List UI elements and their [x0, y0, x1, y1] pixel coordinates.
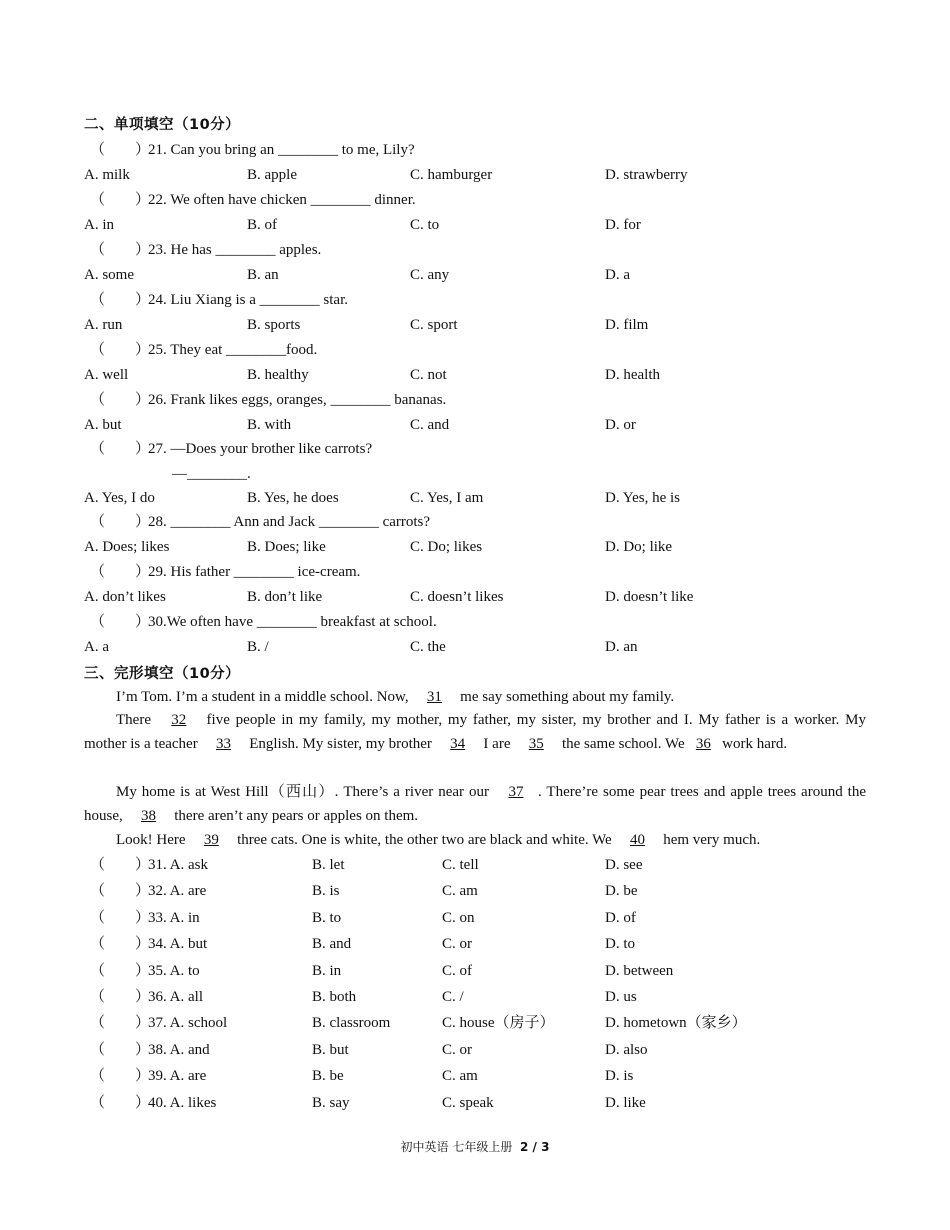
question-stem: 27. —Does your brother like carrots?: [148, 441, 373, 457]
section-title-single-choice: 二、单项填空（10分）: [84, 117, 241, 133]
cloze-question-40: [84, 1092, 884, 1114]
option-b: B. and: [312, 936, 352, 952]
option-d: D. Do; like: [605, 539, 673, 555]
cloze-blank-40: 40: [629, 832, 645, 848]
option-b: B. to: [312, 910, 342, 926]
option-b: B. don’t like: [247, 589, 323, 605]
option-d: D. a: [605, 267, 630, 283]
option-c: C. speak: [442, 1095, 494, 1111]
question-27-reply: [84, 463, 884, 485]
option-c: C. /: [442, 989, 464, 1005]
page-footer: [0, 1138, 950, 1155]
cloze-blank-38: 38: [141, 808, 156, 824]
answer-blank[interactable]: （ ）: [90, 514, 151, 530]
option-b: B. sports: [247, 317, 301, 333]
footer-label: 初中英语 七年级上册: [400, 1140, 513, 1154]
question-23: [84, 239, 884, 261]
answer-blank[interactable]: （ ）: [90, 564, 151, 580]
option-d: D. Yes, he is: [605, 490, 681, 506]
option-a: A. well: [84, 367, 129, 383]
option-d: D. for: [605, 217, 641, 233]
option-c: C. sport: [410, 317, 458, 333]
option-c: C. hamburger: [410, 167, 493, 183]
option-c: C. and: [410, 417, 450, 433]
page-number: 2 / 3: [520, 1140, 550, 1154]
question-stem: 23. He has ________ apples.: [148, 242, 322, 258]
question-stem: 25. They eat ________food.: [148, 342, 318, 358]
option-b: B. classroom: [312, 1015, 391, 1031]
answer-blank[interactable]: （ ）: [90, 441, 151, 457]
option-b: B. apple: [247, 167, 297, 183]
option-c: C. or: [442, 1042, 472, 1058]
cloze-blank-31: 31: [426, 689, 442, 705]
option-b: B. be: [312, 1068, 344, 1084]
option-a: A. Yes, I do: [84, 490, 155, 506]
option-c: C. not: [410, 367, 447, 383]
cloze-blank-37: 37: [508, 784, 524, 800]
section-title-cloze: 三、完形填空（10分）: [84, 666, 241, 682]
option-b: B. let: [312, 857, 345, 873]
option-b: B. both: [312, 989, 357, 1005]
option-d: D. us: [605, 989, 637, 1005]
answer-blank[interactable]: （ ）: [90, 1095, 151, 1111]
answer-blank[interactable]: （ ）: [90, 142, 151, 158]
option-a: 40. A. likes: [148, 1095, 217, 1111]
option-d: D. be: [605, 883, 638, 899]
option-b: B. healthy: [247, 367, 309, 383]
answer-blank[interactable]: （ ）: [90, 242, 151, 258]
option-b: B. but: [312, 1042, 349, 1058]
options-23: [84, 264, 884, 286]
option-a: 38. A. and: [148, 1042, 210, 1058]
option-a: A. some: [84, 267, 134, 283]
cloze-question-35: [84, 960, 884, 982]
cloze-question-33: [84, 907, 884, 929]
option-c: C. Do; likes: [410, 539, 483, 555]
options-30: [84, 636, 884, 658]
option-b: B. of: [247, 217, 277, 233]
options-28: [84, 536, 884, 558]
cloze-blank-32: 32: [171, 712, 187, 728]
question-stem: 24. Liu Xiang is a ________ star.: [148, 292, 348, 308]
question-stem: 21. Can you bring an ________ to me, Lily?: [148, 142, 415, 158]
question-21: [84, 139, 884, 161]
answer-blank[interactable]: （ ）: [90, 936, 151, 952]
cloze-question-37: [84, 1012, 884, 1034]
question-stem: 22. We often have chicken ________ dinner.: [148, 192, 416, 208]
cloze-question-32: [84, 880, 884, 902]
answer-blank[interactable]: （ ）: [90, 1042, 151, 1058]
answer-blank[interactable]: （ ）: [90, 883, 151, 899]
options-27: [84, 487, 884, 509]
question-stem: 26. Frank likes eggs, oranges, ________ bananas.: [148, 392, 447, 408]
option-c: C. house（房子）: [442, 1015, 555, 1031]
option-d: D. is: [605, 1068, 634, 1084]
answer-blank[interactable]: （ ）: [90, 963, 151, 979]
options-26: [84, 414, 884, 436]
option-a: 37. A. school: [148, 1015, 228, 1031]
cloze-question-36: [84, 986, 884, 1008]
option-a: A. Does; likes: [84, 539, 170, 555]
option-b: B. with: [247, 417, 292, 433]
option-a: 33. A. in: [148, 910, 200, 926]
question-stem: 30.We often have ________ breakfast at school.: [148, 614, 437, 630]
answer-blank[interactable]: （ ）: [90, 1068, 151, 1084]
option-a: A. but: [84, 417, 122, 433]
option-a: 36. A. all: [148, 989, 203, 1005]
cloze-question-31: [84, 854, 884, 876]
option-a: A. milk: [84, 167, 130, 183]
answer-blank[interactable]: （ ）: [90, 910, 151, 926]
question-stem: 28. ________ Ann and Jack ________ carrots?: [148, 514, 431, 530]
option-c: C. the: [410, 639, 446, 655]
option-b: B. /: [247, 639, 269, 655]
answer-blank[interactable]: （ ）: [90, 857, 151, 873]
cloze-blank-39: 39: [203, 832, 219, 848]
option-d: D. or: [605, 417, 636, 433]
option-c: C. am: [442, 883, 478, 899]
options-29: [84, 586, 884, 608]
option-d: D. like: [605, 1095, 646, 1111]
question-25: [84, 339, 884, 361]
option-d: D. an: [605, 639, 638, 655]
option-a: A. in: [84, 217, 114, 233]
cloze-question-34: [84, 933, 884, 955]
option-b: B. is: [312, 883, 340, 899]
answer-blank[interactable]: （ ）: [90, 192, 151, 208]
question-30: [84, 611, 884, 633]
option-a: A. run: [84, 317, 123, 333]
answer-blank[interactable]: （ ）: [90, 989, 151, 1005]
option-a: A. a: [84, 639, 109, 655]
option-d: D. of: [605, 910, 636, 926]
answer-blank[interactable]: （ ）: [90, 392, 151, 408]
option-c: C. of: [442, 963, 472, 979]
cloze-blank-36: 36: [695, 736, 711, 752]
cloze-blank-33: 33: [215, 736, 231, 752]
answer-blank[interactable]: （ ）: [90, 614, 151, 630]
options-24: [84, 314, 884, 336]
option-d: D. strawberry: [605, 167, 688, 183]
option-d: D. between: [605, 963, 674, 979]
cloze-paragraph-1: I’m Tom. I’m a student in a middle school. Now, 31 me say something about my family.: [84, 685, 866, 709]
option-a: 34. A. but: [148, 936, 208, 952]
option-d: D. to: [605, 936, 635, 952]
question-stem: 29. His father ________ ice-cream.: [148, 564, 361, 580]
question-27: [84, 438, 884, 460]
answer-blank[interactable]: （ ）: [90, 1015, 151, 1031]
option-d: D. health: [605, 367, 660, 383]
option-c: C. am: [442, 1068, 478, 1084]
option-d: D. see: [605, 857, 643, 873]
option-a: 31. A. ask: [148, 857, 208, 873]
option-b: B. Does; like: [247, 539, 326, 555]
question-26: [84, 389, 884, 411]
question-22: [84, 189, 884, 211]
option-b: B. an: [247, 267, 279, 283]
option-d: D. also: [605, 1042, 648, 1058]
cloze-paragraph-3: My home is at West Hill（西山）. There’s a river near our 37 . There’re some pear trees and apple trees around the house, 38 there aren’t any pears or apples on them.: [84, 780, 866, 828]
option-b: B. in: [312, 963, 342, 979]
question-29: [84, 561, 884, 583]
option-a: 39. A. are: [148, 1068, 207, 1084]
option-a: 32. A. are: [148, 883, 207, 899]
option-c: C. Yes, I am: [410, 490, 484, 506]
answer-blank[interactable]: （ ）: [90, 292, 151, 308]
cloze-blank-35: 35: [528, 736, 544, 752]
options-25: [84, 364, 884, 386]
option-c: C. doesn’t likes: [410, 589, 504, 605]
question-28: [84, 511, 884, 533]
option-d: D. film: [605, 317, 649, 333]
option-a: A. don’t likes: [84, 589, 166, 605]
cloze-paragraph-4: Look! Here 39 three cats. One is white, the other two are black and white. We 40 hem very much.: [84, 828, 866, 852]
cloze-question-39: [84, 1065, 884, 1087]
option-b: B. say: [312, 1095, 350, 1111]
question-stem-reply: —________.: [172, 466, 251, 482]
cloze-paragraph-2: There 32 five people in my family, my mother, my father, my sister, my brother and I. My father is a worker. My mother is a teacher 33 English. My sister, my brother 34 I are 35 the same school. We 36 work hard.: [84, 708, 866, 756]
option-c: C. tell: [442, 857, 479, 873]
options-21: [84, 164, 884, 186]
option-a: 35. A. to: [148, 963, 200, 979]
cloze-blank-34: 34: [450, 736, 466, 752]
options-22: [84, 214, 884, 236]
option-b: B. Yes, he does: [247, 490, 339, 506]
option-c: C. any: [410, 267, 450, 283]
option-c: C. on: [442, 910, 475, 926]
cloze-question-38: [84, 1039, 884, 1061]
option-d: D. hometown（家乡）: [605, 1015, 747, 1031]
option-c: C. or: [442, 936, 472, 952]
question-24: [84, 289, 884, 311]
option-c: C. to: [410, 217, 440, 233]
option-d: D. doesn’t like: [605, 589, 694, 605]
answer-blank[interactable]: （ ）: [90, 342, 151, 358]
